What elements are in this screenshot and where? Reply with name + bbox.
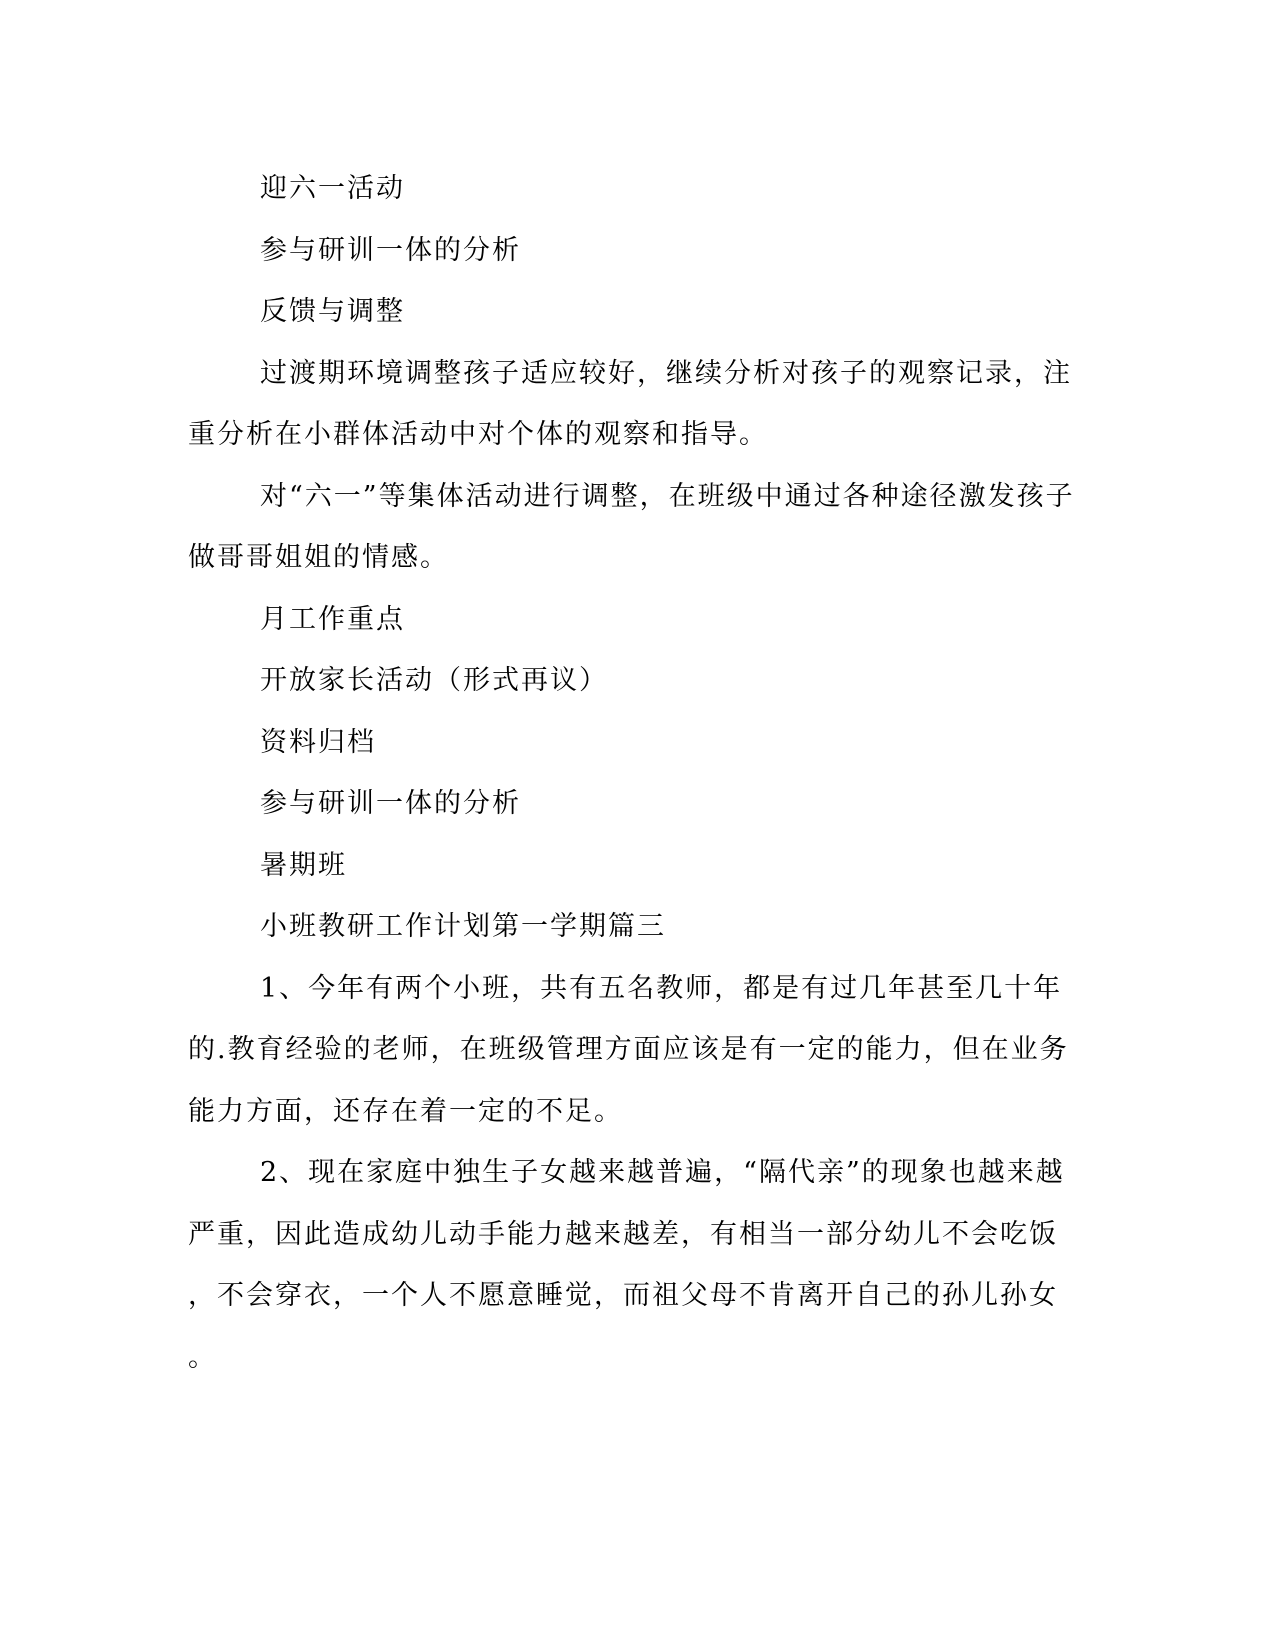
text-line: 参与研训一体的分析 xyxy=(260,788,521,819)
text-line: 。 xyxy=(188,1341,217,1373)
text-line: ，不会穿衣，一个人不愿意睡觉，而祖父母不肯离开自己的孙儿孙女 xyxy=(188,1280,1058,1311)
document-body xyxy=(188,158,1075,1388)
text-line: 月工作重点 xyxy=(260,603,405,635)
text-line: 能力方面，还存在着一定的不足。 xyxy=(188,1095,623,1127)
text-line: 过渡期环境调整孩子适应较好，继续分析对孩子的观察记录，注 xyxy=(260,357,1072,389)
text-line: 反馈与调整 xyxy=(260,296,405,327)
text-line: 暑期班 xyxy=(260,849,347,881)
text-line: 的.教育经验的老师，在班级管理方面应该是有一定的能力，但在业务 xyxy=(188,1034,1069,1065)
text-line: 1、今年有两个小班，共有五名教师，都是有过几年甚至几十年 xyxy=(260,972,1063,1004)
section-heading: 小班教研工作计划第一学期篇三 xyxy=(260,911,666,942)
text-line: 2、现在家庭中独生子女越来越普遍，“隔代亲”的现象也越来越 xyxy=(260,1157,1065,1188)
text-line: 严重，因此造成幼儿动手能力越来越差，有相当一部分幼儿不会吃饭 xyxy=(188,1218,1058,1250)
text-line: 做哥哥姐姐的情感。 xyxy=(188,542,449,573)
text-line: 对“六一”等集体活动进行调整，在班级中通过各种途径激发孩子 xyxy=(260,480,1075,512)
text-line: 迎六一活动 xyxy=(260,173,405,204)
text-line: 资料归档 xyxy=(260,726,376,758)
text-line: 开放家长活动（形式再议） xyxy=(260,665,608,696)
text-line: 重分析在小群体活动中对个体的观察和指导。 xyxy=(188,419,768,450)
text-line: 参与研训一体的分析 xyxy=(260,234,521,266)
